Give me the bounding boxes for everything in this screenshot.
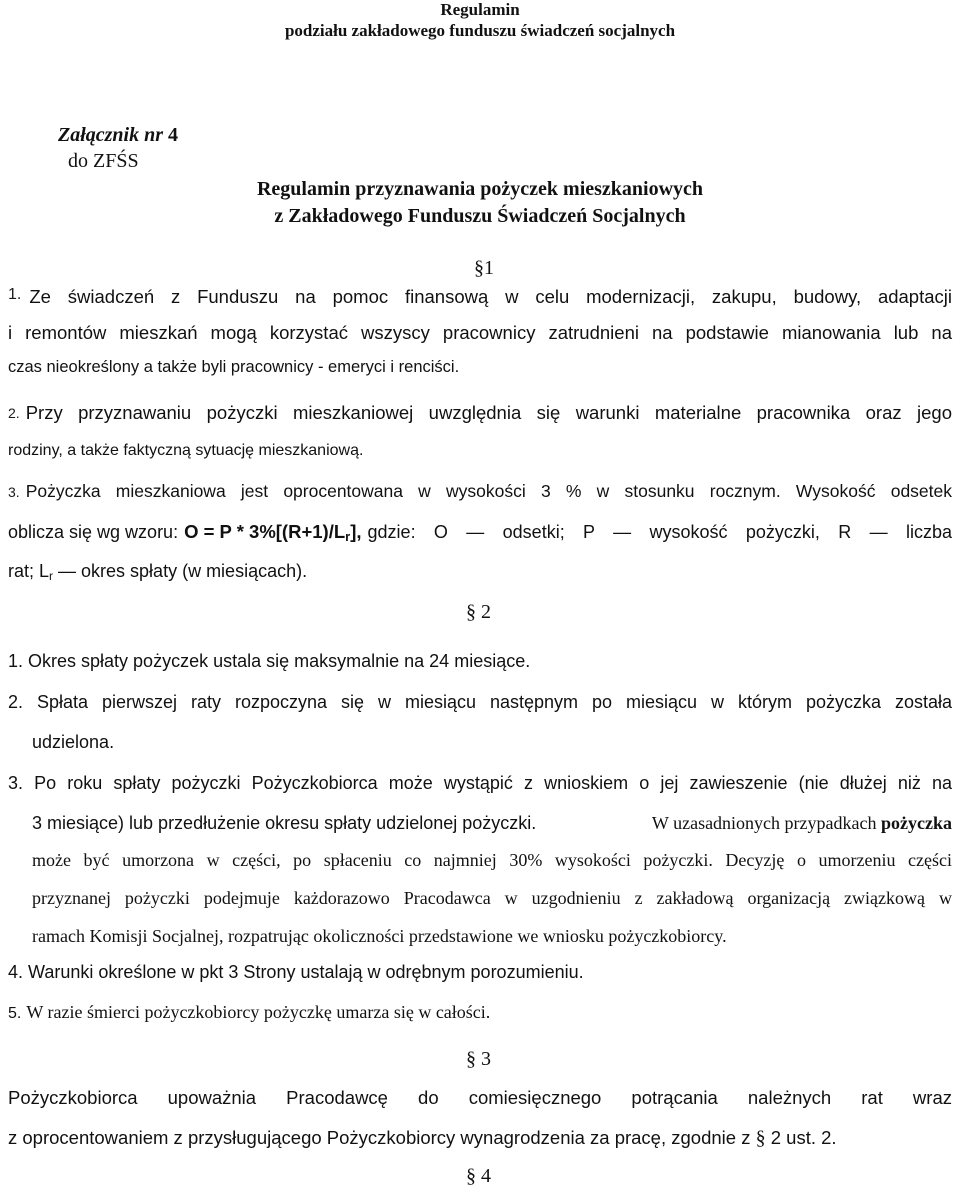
s1-p3-line2-lead: oblicza się wg wzoru: [8, 522, 179, 542]
s2-p1-text: 1. Okres spłaty pożyczek ustala się maksymalnie na 24 miesiące. [8, 651, 531, 671]
s1-p1-line1-text: Ze świadczeń z Funduszu na pomoc finansową w celu modernizacji, zakupu, budowy, adaptacji [29, 286, 952, 307]
formula-main: O = P * 3%[(R+1)/L [184, 521, 346, 542]
s2-p3-line1-text: 3. Po roku spłaty pożyczki Pożyczkobiorca może wystąpić z wnioskiem o jej zawieszenie (nie dłużej niż na [8, 773, 952, 793]
s2-p3-line2-b-text: W uzasadnionych przypadkach [651, 813, 877, 833]
s1-paragraph-3-line-2 [8, 521, 952, 544]
s3-line2-ref: 2 ust. 2. [770, 1127, 837, 1148]
s1-p1-line3-text: czas nieokreślony a także byli pracownicy - emeryci i renciści. [8, 358, 460, 376]
s2-p4-text: 4. Warunki określone w pkt 3 Strony ustalają w odrębnym porozumieniu. [8, 962, 584, 982]
document-header-title: Regulamin [440, 0, 520, 19]
annex-title [58, 124, 178, 147]
regulation-title-line2: z Zakładowego Funduszu Świadczeń Socjalnych [274, 205, 686, 227]
s2-p3-line2-bold: pożyczka [881, 813, 952, 833]
formula-close: ], [350, 521, 362, 542]
s3-line2-text: z oprocentowaniem z przysługującego Pożyczkobiorcy wynagrodzenia za pracę, zgodnie z [8, 1127, 751, 1148]
s1-p3-line1-text: Pożyczka mieszkaniowa jest oprocentowana w wysokości 3 % w stosunku rocznym. Wysokość odsetek [25, 481, 952, 501]
annex-subtitle: do ZFŚS [68, 150, 139, 172]
section-heading-1: §1 [474, 257, 494, 279]
s2-p3-line2 [32, 813, 952, 834]
s2-p3-line5-text: ramach Komisji Socjalnej, rozpatrując okoliczności przedstawione we wniosku pożyczkobiorcy. [32, 926, 727, 946]
s1-p2-line2-text: rodziny, a także faktyczną sytuację mieszkaniową. [8, 442, 364, 459]
formula-subscript: r [345, 529, 351, 544]
s2-p3-line2-a: 3 miesiące) lub przedłużenie okresu spłaty udzielonej pożyczki. [32, 813, 537, 833]
s3-line2 [8, 1127, 837, 1150]
s1-p1-line2-text: i remontów mieszkań mogą korzystać wszyscy pracownicy zatrudnieni na podstawie mianowania lub na [8, 322, 952, 343]
s2-p3-line2-b [536, 813, 952, 834]
s1-p2-line1-text: Przy przyznawaniu pożyczki mieszkaniowej uwzględnia się warunki materialne pracownika oraz jego [25, 402, 952, 423]
s1-p1-number: 1. [8, 286, 22, 303]
s2-p5-text: W razie śmierci pożyczkobiorcy pożyczkę umarza się w całości. [26, 1002, 491, 1022]
s1-p3-line3-subscript: r [49, 569, 54, 583]
annex-title-prefix: Załącznik nr [58, 124, 164, 146]
s2-p3-line3-text: może być umorzona w części, po spłaceniu co najmniej 30% wysokości pożyczki. Decyzję o umorzeniu części [32, 850, 952, 870]
section-number-4: 4 [481, 1165, 491, 1187]
s2-p3-line4-text: przyznanej pożyczki podejmuje każdorazowo Pracodawca w uzgodnieniu z zakładową organizacją związkową w [32, 888, 952, 908]
s1-paragraph-3-line-1 [8, 481, 952, 502]
section-number-1: 1 [484, 257, 494, 279]
s2-p2-line1-text: 2. Spłata pierwszej raty rozpoczyna się w miesiącu następnym po miesiącu w którym pożyczka została [8, 692, 952, 712]
section-number-2: 2 [481, 601, 491, 623]
s1-p2-number: 2. [8, 405, 20, 421]
s2-p2-line2-text: udzielona. [32, 732, 115, 752]
s1-p3-line3 [8, 561, 307, 583]
s1-p3-formula [184, 521, 361, 544]
s1-paragraph-2-line-1 [8, 402, 952, 424]
section-heading-3: § 3 [466, 1048, 491, 1070]
s2-p5 [8, 1001, 490, 1024]
s1-p3-line3-lead: rat; L [8, 561, 50, 581]
s1-paragraph-1-line-1 [8, 286, 952, 308]
s1-p3-line3-rest: — okres spłaty (w miesiącach). [53, 561, 308, 581]
annex-number: 4 [168, 124, 179, 146]
section-heading-2: § 2 [466, 601, 491, 623]
s2-p5-number: 5. [8, 1005, 22, 1022]
section-sign-ref: § [755, 1127, 766, 1149]
document-header-subtitle: podziału zakładowego funduszu świadczeń socjalnych [284, 21, 676, 40]
s1-p3-number: 3. [8, 484, 20, 500]
section-number-3: 3 [481, 1048, 491, 1070]
s1-p3-line2-rest: gdzie: O — odsetki; P — wysokość pożyczki, R — liczba [367, 522, 952, 542]
regulation-title-line1: Regulamin przyznawania pożyczek mieszkaniowych [256, 178, 704, 200]
s3-line1-text: Pożyczkobiorca upoważnia Pracodawcę do comiesięcznego potrącania należnych rat wraz [8, 1087, 952, 1108]
section-heading-4: § 4 [466, 1165, 491, 1187]
